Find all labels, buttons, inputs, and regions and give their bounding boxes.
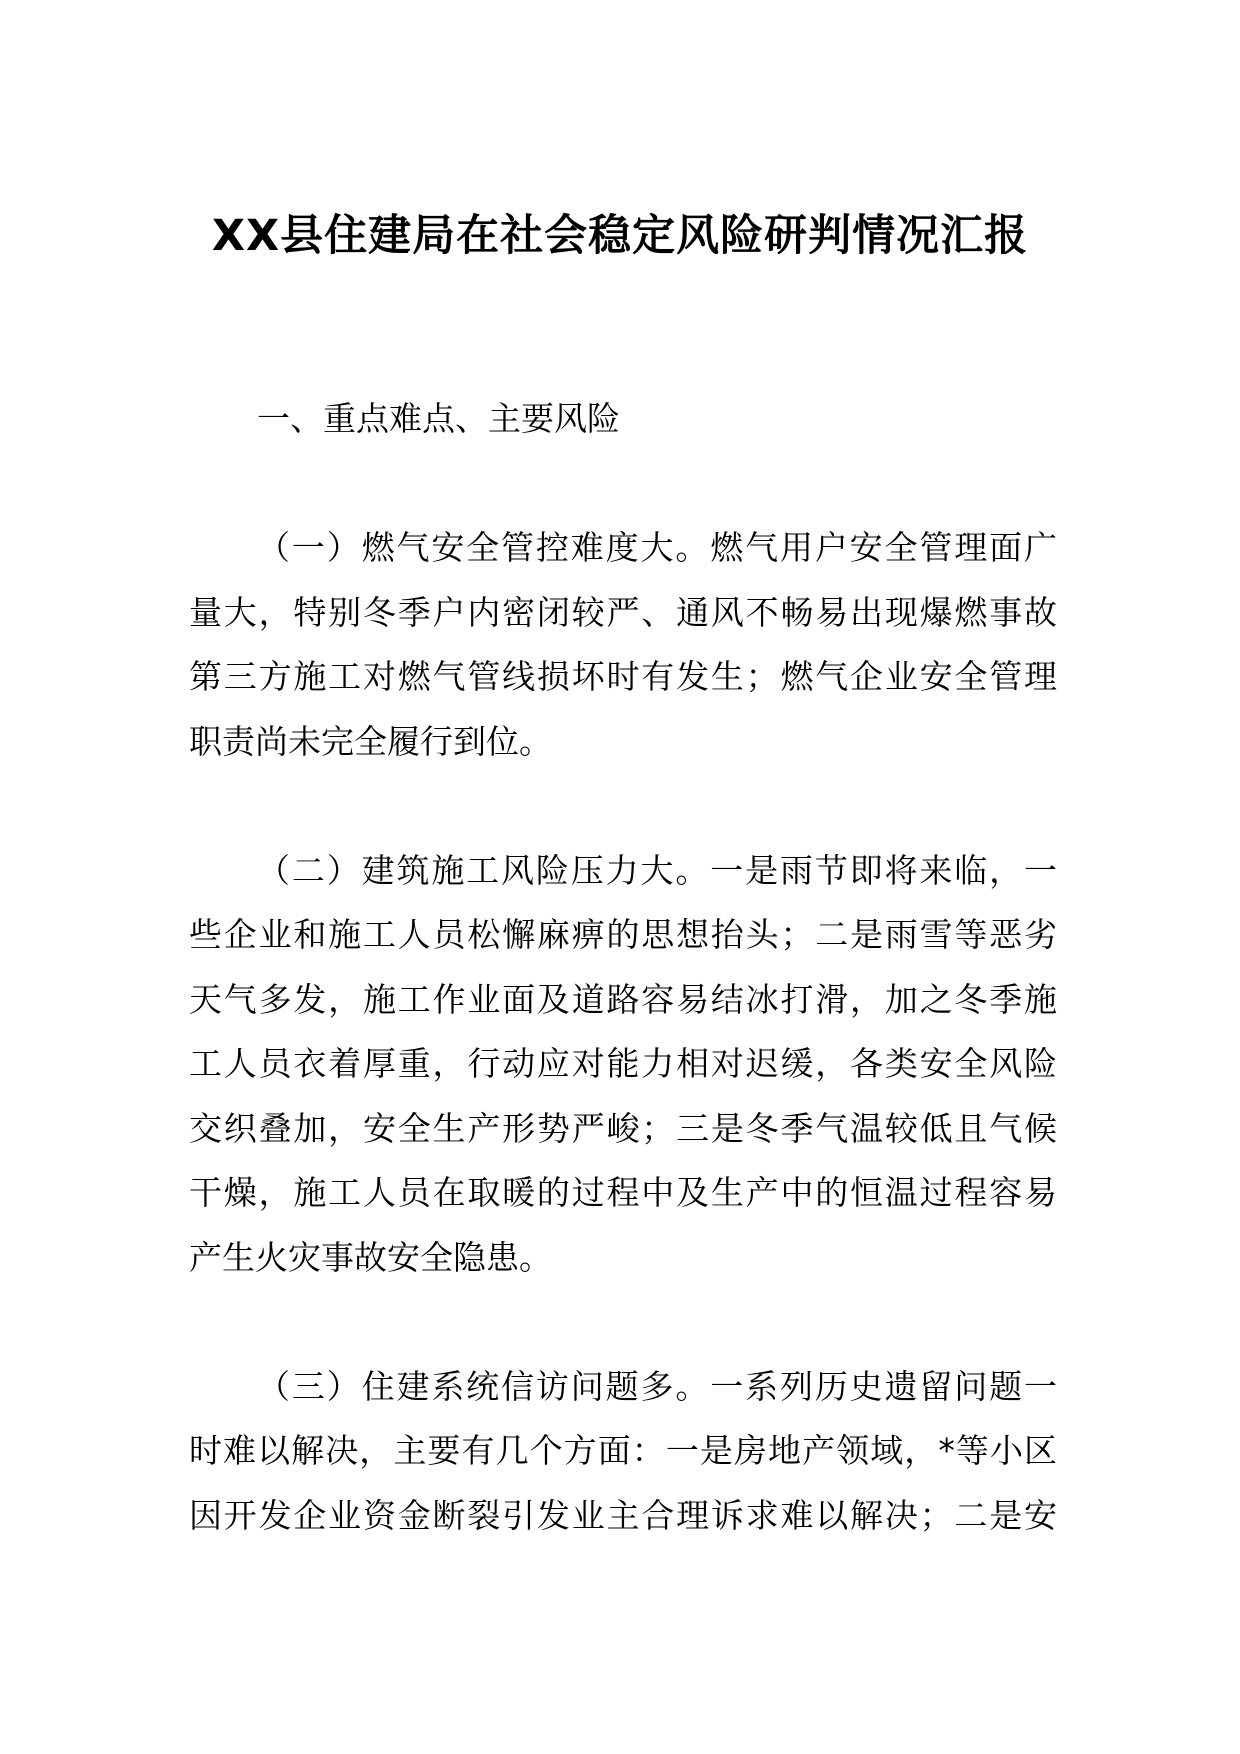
paragraph-line: 量大，特别冬季户内密闭较严、通风不畅易出现爆燃事故 [189,592,1057,632]
paragraph-gas-safety [189,516,1057,774]
paragraph-line: 些企业和施工人员松懈麻痹的思想抬头；二是雨雪等恶劣 [189,915,1057,954]
section-heading: 一、重点难点、主要风险 [257,399,620,438]
paragraph-line: （二）建筑施工风险压力大。一是雨节即将来临，一 [257,850,1057,890]
paragraph-line: 时难以解决，主要有几个方面：一是房地产领域，*等小区 [189,1431,1057,1470]
paragraph-construction-risk [189,839,1057,1291]
paragraph-line: 产生火灾事故安全隐患。 [189,1237,552,1277]
paragraph-line: （三）住建系统信访问题多。一系列历史遗留问题一 [257,1366,1057,1406]
document-body [189,387,1057,1548]
blank-line [189,774,1057,839]
paragraph-line: 第三方施工对燃气管线损坏时有发生；燃气企业安全管理 [189,657,1057,696]
paragraph-line: 交织叠加，安全生产形势严峻；三是冬季气温较低且气候 [189,1108,1057,1148]
blank-line [189,1290,1057,1355]
paragraph-line: 因开发企业资金断裂引发业主合理诉求难以解决；二是安 [189,1495,1057,1535]
blank-line [189,452,1057,517]
document-title: XX县住建局在社会稳定风险研判情况汇报 [211,211,1029,261]
paragraph-line: 干燥，施工人员在取暖的过程中及生产中的恒温过程容易 [189,1173,1057,1212]
paragraph-line: 天气多发，施工作业面及道路容易结冰打滑，加之冬季施 [189,979,1057,1019]
paragraph-line: 工人员衣着厚重，行动应对能力相对迟缓，各类安全风险 [189,1044,1057,1083]
paragraph-line: 职责尚未完全履行到位。 [189,721,552,761]
paragraph-line: （一）燃气安全管控难度大。燃气用户安全管理面广 [257,528,1057,567]
paragraph-petitions [189,1355,1057,1549]
